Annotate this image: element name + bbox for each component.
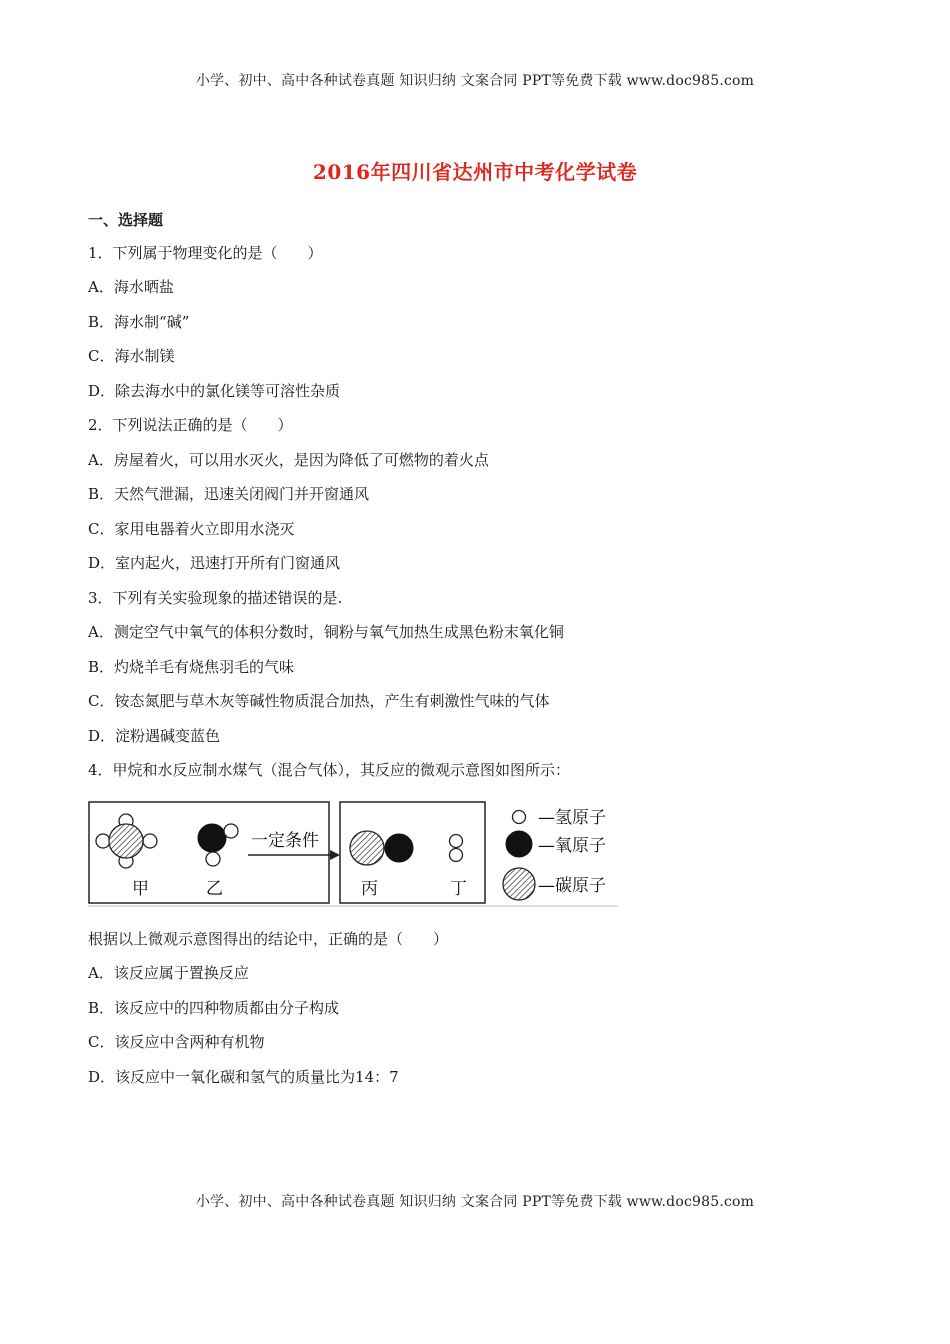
section-heading: 一、选择题 — [88, 211, 164, 229]
oxygen-atom — [385, 834, 413, 862]
header-banner: 小学、初中、高中各种试卷真题 知识归纳 文案合同 PPT等免费下载 www.doc985.com — [195, 73, 755, 89]
question-3-option-b: B．灼烧羊毛有烧焦羽毛的气味 — [88, 658, 295, 676]
question-2-option-a: A．房屋着火，可以用水灭火，是因为降低了可燃物的着火点 — [88, 451, 489, 469]
question-4-stem: 4．甲烷和水反应制水煤气（混合气体），其反应的微观示意图如图所示： — [88, 761, 571, 779]
reaction-arrow-head — [330, 850, 340, 860]
question-4-option-b: B．该反应中的四种物质都由分子构成 — [88, 999, 340, 1017]
water-molecule — [198, 824, 238, 866]
question-4-follow-up: 根据以上微观示意图得出的结论中，正确的是（ ） — [88, 930, 449, 948]
hydrogen-atom — [96, 834, 110, 848]
diagram-legend — [503, 808, 606, 900]
product-label-bing: 丙 — [361, 879, 378, 899]
question-2-option-b: B．天然气泄漏，迅速关闭阀门并开窗通风 — [88, 485, 370, 503]
footer-banner: 小学、初中、高中各种试卷真题 知识归纳 文案合同 PPT等免费下载 www.doc985.com — [195, 1194, 755, 1210]
question-1-stem: 1．下列属于物理变化的是（ ） — [88, 244, 323, 262]
legend-oxygen-icon — [506, 831, 532, 857]
legend-hydrogen-icon — [513, 811, 526, 824]
question-1-option-d: D．除去海水中的氯化镁等可溶性杂质 — [88, 382, 341, 400]
question-2-option-c: C．家用电器着火立即用水浇灭 — [88, 520, 295, 538]
question-2-option-d: D．室内起火，迅速打开所有门窗通风 — [88, 554, 341, 572]
reactant-label-yi: 乙 — [206, 879, 223, 899]
question-3-stem: 3．下列有关实验现象的描述错误的是. — [88, 589, 343, 607]
reaction-diagram — [88, 798, 618, 908]
carbon-atom — [109, 824, 143, 858]
hydrogen-atom — [450, 835, 463, 848]
hydrogen-atom — [224, 824, 238, 838]
reactant-label-jia: 甲 — [132, 879, 149, 899]
hydrogen-atom — [206, 852, 220, 866]
question-1-option-b: B．海水制“碱” — [88, 313, 190, 331]
hydrogen-atom — [143, 834, 157, 848]
legend-carbon-icon — [503, 868, 535, 900]
product-label-ding: 丁 — [450, 879, 467, 899]
oxygen-atom — [198, 824, 226, 852]
legend-carbon-label: —碳原子 — [538, 876, 606, 896]
question-4-option-d: D．该反应中一氧化碳和氢气的质量比为14：7 — [88, 1068, 399, 1086]
hydrogen-atom — [450, 849, 463, 862]
question-3-option-d: D．淀粉遇碱变蓝色 — [88, 727, 221, 745]
carbon-atom — [350, 831, 384, 865]
question-4-option-c: C．该反应中含两种有机物 — [88, 1033, 265, 1051]
hydrogen-molecule — [450, 835, 463, 862]
question-4-option-a: A．该反应属于置换反应 — [88, 964, 249, 982]
question-3-option-c: C．铵态氮肥与草木灰等碱性物质混合加热，产生有刺激性气味的气体 — [88, 692, 550, 710]
carbon-monoxide-molecule — [350, 831, 413, 865]
page-title: 2016年四川省达州市中考化学试卷 — [312, 160, 638, 184]
legend-hydrogen-label: —氢原子 — [538, 808, 606, 828]
question-3-option-a: A．测定空气中氧气的体积分数时，铜粉与氧气加热生成黑色粉末氧化铜 — [88, 623, 564, 641]
reaction-condition-label: 一定条件 — [251, 831, 319, 851]
question-1-option-a: A．海水晒盐 — [88, 278, 174, 296]
question-2-stem: 2．下列说法正确的是（ ） — [88, 416, 293, 434]
methane-molecule — [96, 814, 157, 868]
question-1-option-c: C．海水制镁 — [88, 347, 175, 365]
legend-oxygen-label: —氧原子 — [538, 836, 606, 856]
